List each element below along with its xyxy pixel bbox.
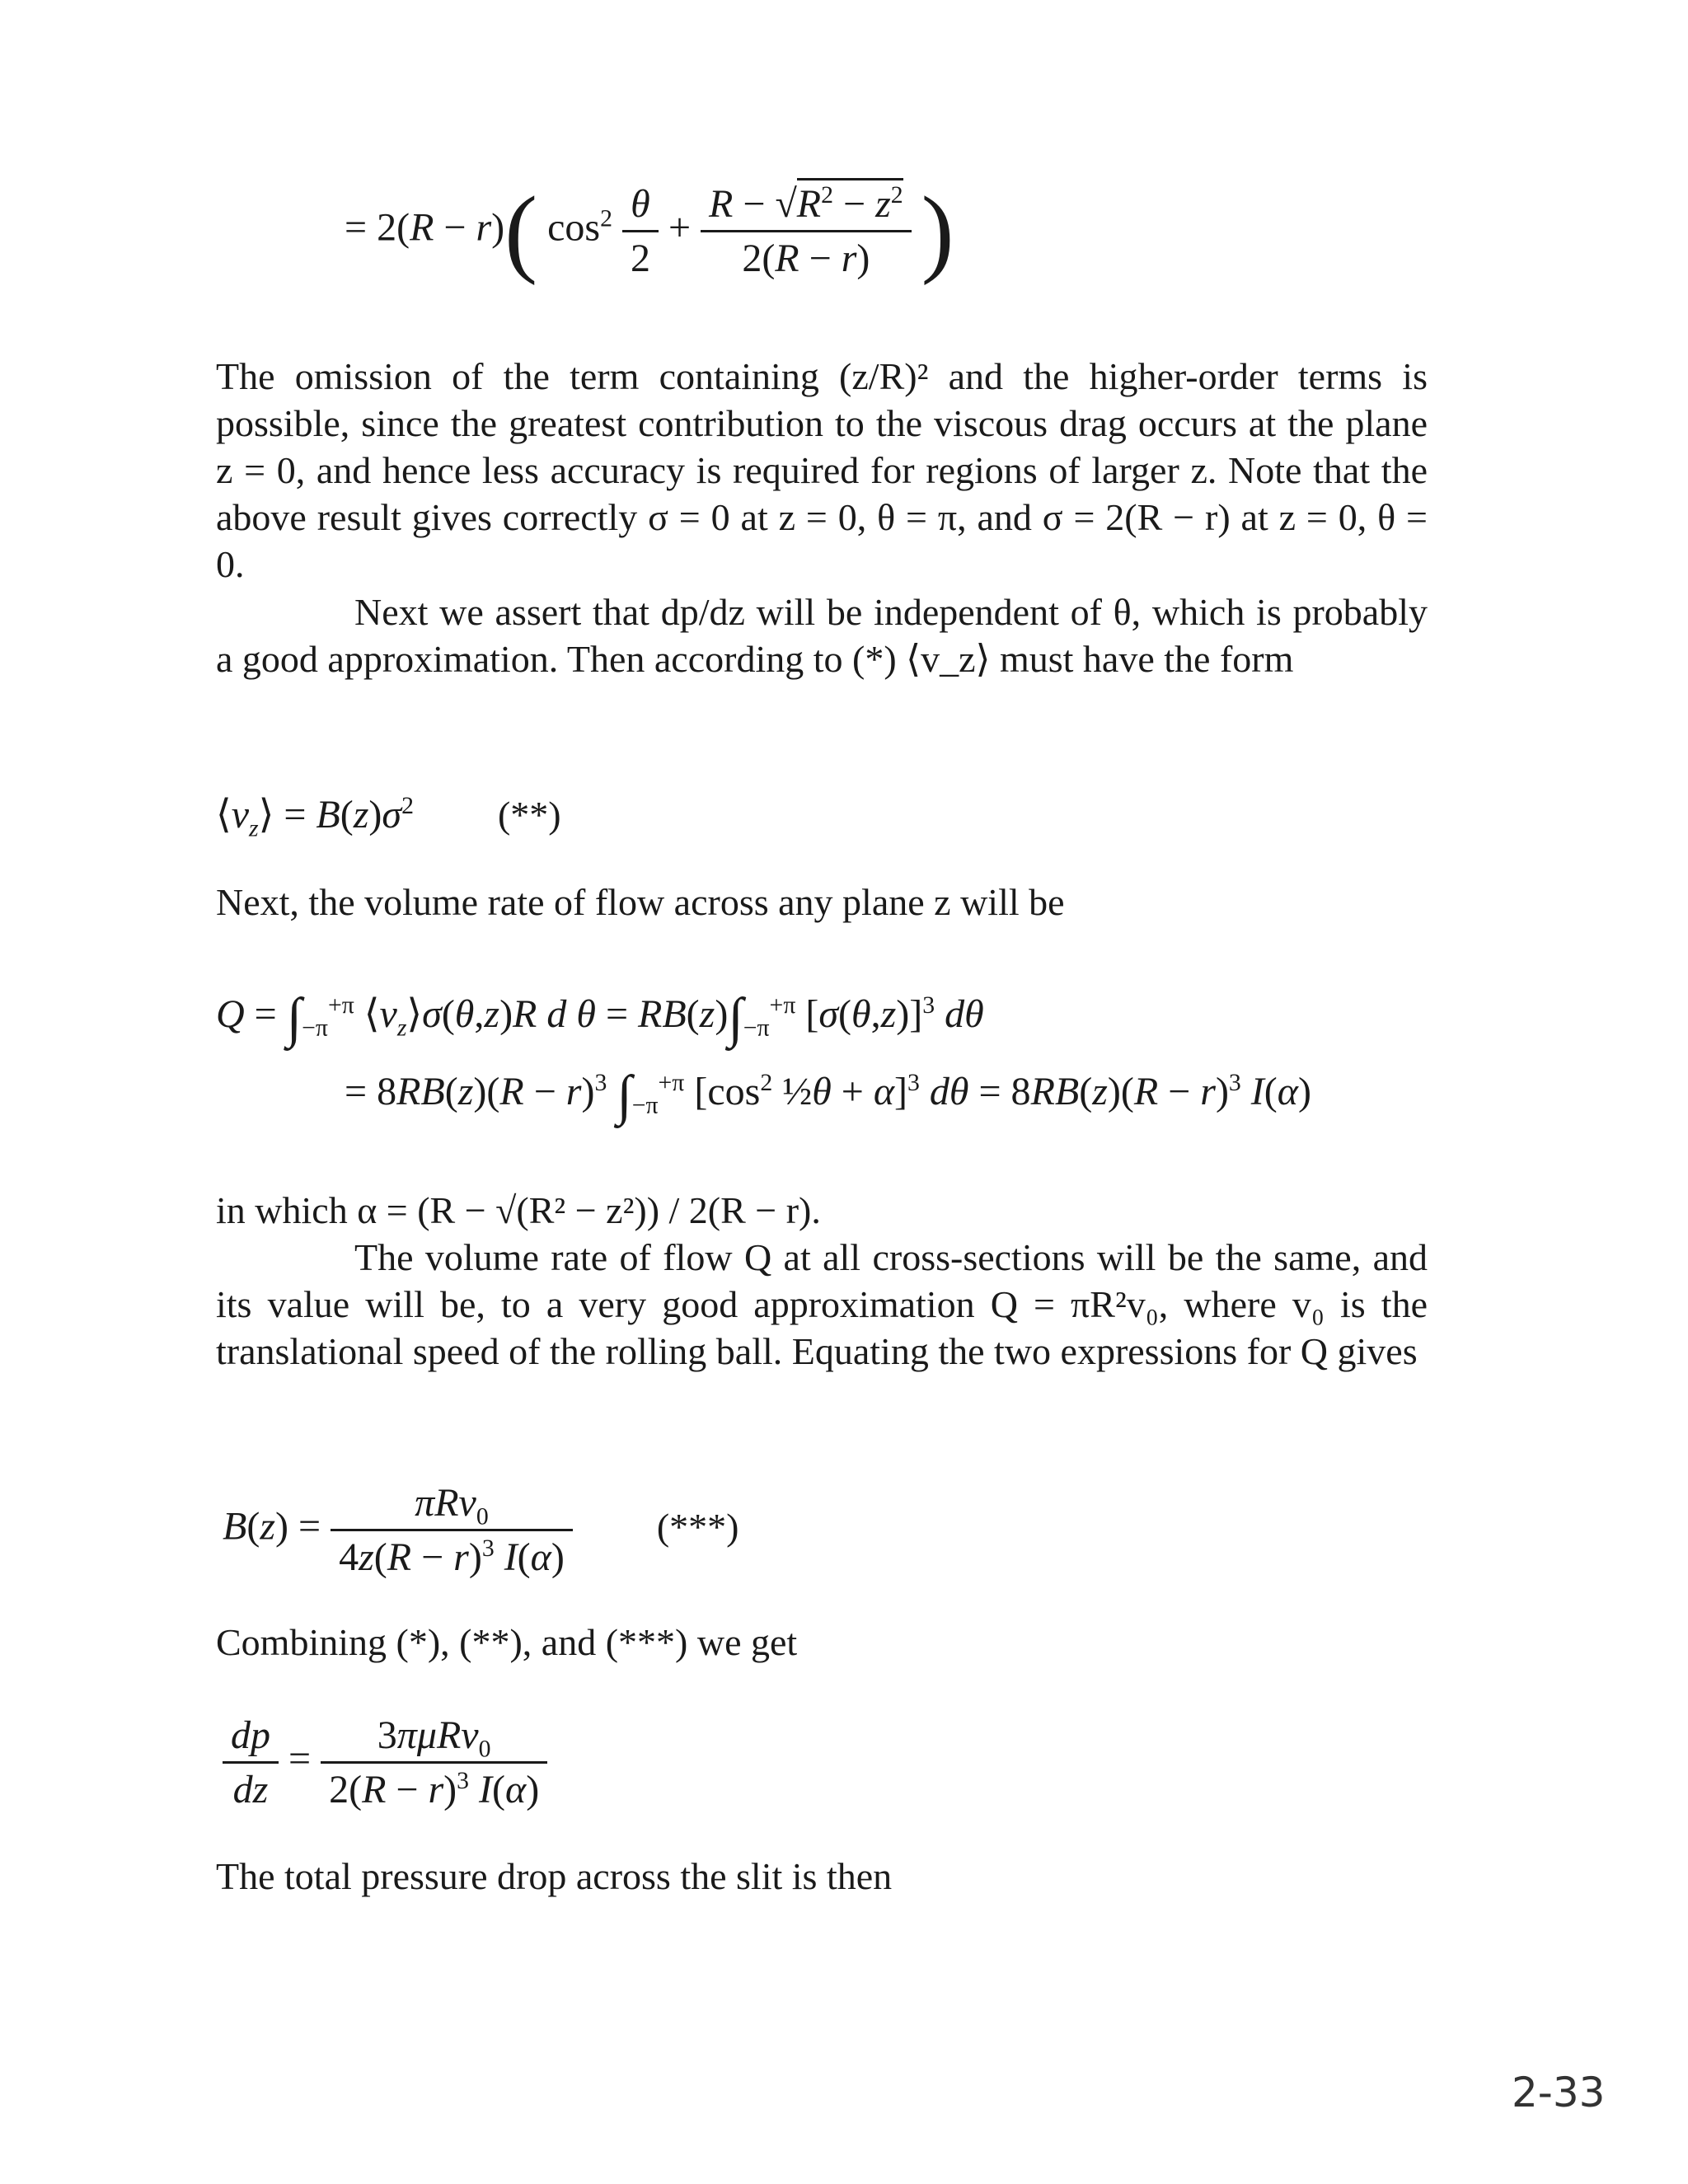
equation-label-2: (**)	[497, 794, 561, 836]
equation-dpdz: $\frac{dp}{dz}$ = $\frac{3\pi\mu Rv_0}{2(R - r)^3 I(\alpha)}$	[223, 1713, 547, 1812]
paragraph-omission: The omission of the term containing (z/R)² and the higher-order terms is possible, since the greatest contribution to the viscous drag occurs at the plane z = 0, and hence less accuracy is required for regions of larger z. Note that the above result gives correctly σ = 0 at z = 0, θ = π, and σ = 2(R − r) at z = 0, θ = 0.	[216, 355, 1428, 585]
paragraph-combining: Combining (*), (**), and (***) we get	[216, 1621, 798, 1663]
equation-Q-line1: $Q = \int_{-\pi}^{+\pi}$ $⟨v_z⟩\sigma(\theta,z)R$ d $\theta = RB(z)\int_{-\pi}^{+\pi}$ $[\sigma(\theta,z)]^3$ dθ	[216, 987, 984, 1048]
equation-Q-line2: = $8RB(z)(R - r)^3$ $\int_{-\pi}^{+\pi}$ [$\cos^2$ ½θ + α]$^3$ $d\theta = 8RB(z)(R - r)^3$ I(α)	[345, 1064, 1311, 1126]
paragraph-volume-rate: Next, the volume rate of flow across any plane z will be	[216, 881, 1065, 923]
equation-vz: $⟨v_z⟩ = B(z)\sigma^2$ (**)	[216, 792, 561, 842]
equation-label-3: (***)	[656, 1505, 739, 1548]
paragraph-volume-flow: The volume rate of flow Q at all cross-sections will be the same, and its value will be, to a very good approximation Q = πR²v₀, where v₀ is the translational speed of the rolling ball. Equating the two expressions for Q gives	[216, 1236, 1428, 1372]
equation-sigma: = 2(R − r)( $\cos^2$ $\frac{\theta}{2}$ + $\frac{R - √R^2 - z^2}{2(R - r)}$ )	[345, 176, 954, 286]
paragraph-alpha-def: in which α = (R − √(R² − z²)) / 2(R − r).	[216, 1189, 821, 1231]
page-number: 2-33	[1512, 2069, 1606, 2116]
paragraph-total-pressure: The total pressure drop across the slit is then	[216, 1855, 893, 1897]
paragraph-assert: Next we assert that dp/dz will be independent of θ, which is probably a good approximation. Then according to (*) ⟨v_z⟩ must have the form	[216, 591, 1428, 680]
equation-B: B(z) = $\frac{\pi Rv_0}{4z(R - r)^3 I(\alpha)}$ (***)	[223, 1481, 739, 1579]
